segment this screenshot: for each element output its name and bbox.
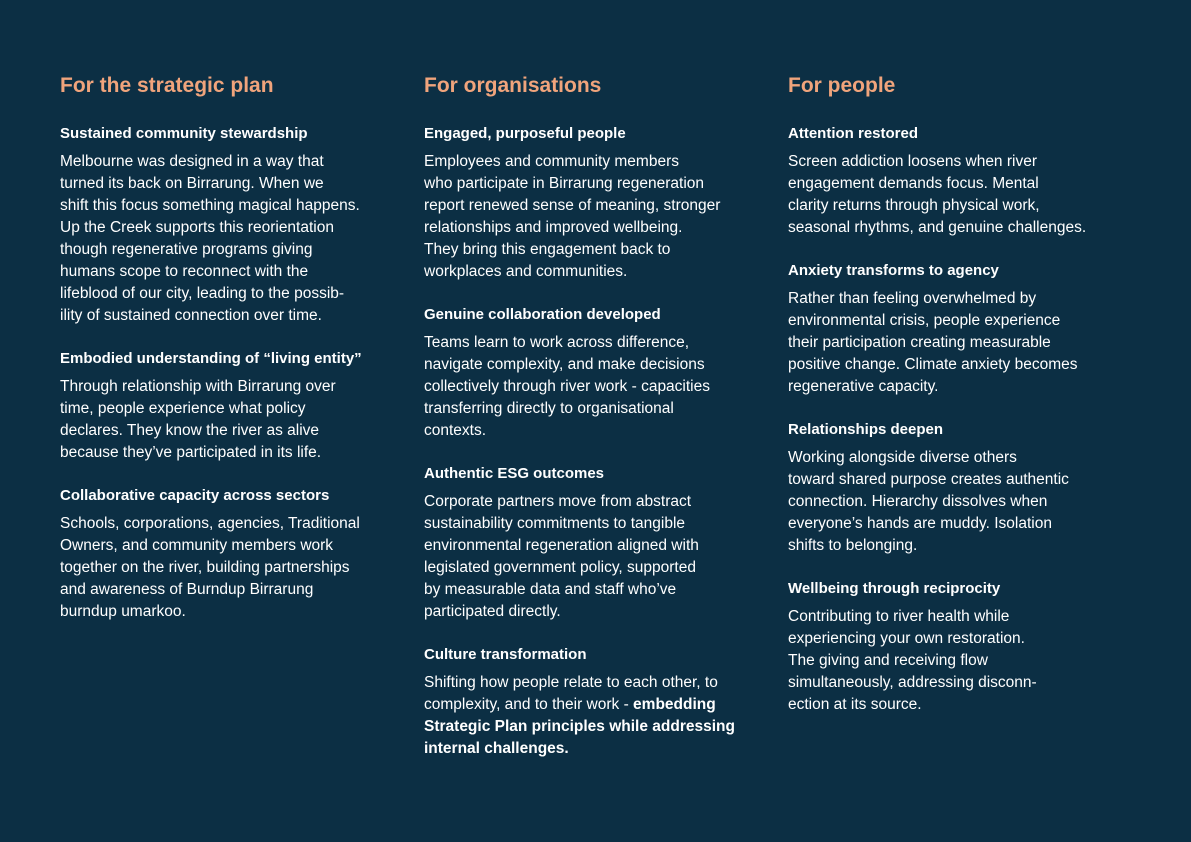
section-attention-restored <box>788 124 1128 239</box>
body-line: shift this focus something magical happens. <box>60 197 360 214</box>
body-line: connection. Hierarchy dissolves when <box>788 493 1048 510</box>
section-body <box>424 672 764 760</box>
body-line: Corporate partners move from abstract <box>424 493 692 510</box>
body-line: declares. They know the river as alive <box>60 422 320 439</box>
body-line: Schools, corporations, agencies, Traditional <box>60 515 360 532</box>
column-title: For organisations <box>424 74 602 97</box>
section-body <box>60 151 400 327</box>
body-line: environmental crisis, people experience <box>788 312 1061 329</box>
section-living-entity <box>60 349 400 464</box>
body-line: report renewed sense of meaning, stronger <box>424 197 721 214</box>
body-line: Owners, and community members work <box>60 537 334 554</box>
section-engaged-people <box>424 124 764 283</box>
column-title: For people <box>788 74 896 97</box>
section-body <box>788 151 1128 239</box>
section-heading: Genuine collaboration developed <box>424 306 661 323</box>
section-heading: Embodied understanding of “living entity” <box>60 350 362 367</box>
body-line: Melbourne was designed in a way that <box>60 153 324 170</box>
body-line: engagement demands focus. Mental <box>788 175 1039 192</box>
section-heading: Engaged, purposeful people <box>424 125 626 142</box>
section-body <box>788 447 1128 557</box>
section-heading: Sustained community stewardship <box>60 125 308 142</box>
section-relationships-deepen <box>788 420 1128 557</box>
section-heading: Wellbeing through reciprocity <box>788 580 1001 597</box>
body-line: their participation creating measurable <box>788 334 1051 351</box>
body-line: humans scope to reconnect with the <box>60 263 309 280</box>
body-line: relationships and improved wellbeing. <box>424 219 683 236</box>
section-body <box>60 513 400 623</box>
section-anxiety-agency <box>788 261 1128 398</box>
column-title: For the strategic plan <box>60 74 274 97</box>
body-line-bold: internal challenges. <box>424 740 569 757</box>
body-line: who participate in Birrarung regeneration <box>424 175 705 192</box>
body-line: seasonal rhythms, and genuine challenges. <box>788 219 1087 236</box>
body-line: ection at its source. <box>788 696 922 713</box>
section-wellbeing-reciprocity <box>788 579 1128 716</box>
body-line: time, people experience what policy <box>60 400 306 417</box>
section-body <box>424 332 764 442</box>
body-line: Working alongside diverse others <box>788 449 1017 466</box>
body-line: lifeblood of our city, leading to the possib- <box>60 285 345 302</box>
section-collaborative-capacity <box>60 486 400 623</box>
body-line: burndup umarkoo. <box>60 603 186 620</box>
section-body <box>60 376 400 464</box>
body-line <box>424 694 764 716</box>
body-line: everyone’s hands are muddy. Isolation <box>788 515 1052 532</box>
body-line: The giving and receiving flow <box>788 652 988 669</box>
body-line: Teams learn to work across difference, <box>424 334 690 351</box>
body-line: Up the Creek supports this reorientation <box>60 219 334 236</box>
body-line: by measurable data and staff who’ve <box>424 581 677 598</box>
section-esg-outcomes <box>424 464 764 623</box>
body-text: complexity, and to their work - <box>424 696 634 713</box>
body-line: environmental regeneration aligned with <box>424 537 699 554</box>
body-line: Employees and community members <box>424 153 679 170</box>
body-line: participated directly. <box>424 603 561 620</box>
column-strategic-plan <box>60 72 400 645</box>
body-line: and awareness of Burndup Birrarung <box>60 581 314 598</box>
body-line: toward shared purpose creates authentic <box>788 471 1069 488</box>
body-line: because they’ve participated in its life. <box>60 444 322 461</box>
section-heading: Attention restored <box>788 125 919 142</box>
body-line: regenerative capacity. <box>788 378 939 395</box>
body-line-bold: Strategic Plan principles while addressing <box>424 718 735 735</box>
section-genuine-collaboration <box>424 305 764 442</box>
section-body <box>788 288 1128 398</box>
body-line: Screen addiction loosens when river <box>788 153 1037 170</box>
body-line: turned its back on Birrarung. When we <box>60 175 324 192</box>
body-line: positive change. Climate anxiety becomes <box>788 356 1078 373</box>
section-heading: Collaborative capacity across sectors <box>60 487 330 504</box>
body-line: contexts. <box>424 422 487 439</box>
body-line: experiencing your own restoration. <box>788 630 1025 647</box>
body-text-bold: embedding <box>633 696 716 713</box>
body-line: together on the river, building partnerships <box>60 559 350 576</box>
body-line: workplaces and communities. <box>424 263 628 280</box>
body-line: legislated government policy, supported <box>424 559 696 576</box>
section-heading: Authentic ESG outcomes <box>424 465 605 482</box>
body-line: transferring directly to organisational <box>424 400 674 417</box>
section-heading: Anxiety transforms to agency <box>788 262 999 279</box>
section-culture-transformation <box>424 645 764 760</box>
column-people <box>788 72 1128 738</box>
body-line: They bring this engagement back to <box>424 241 671 258</box>
section-body <box>424 491 764 623</box>
body-line: ility of sustained connection over time. <box>60 307 322 324</box>
body-line: Rather than feeling overwhelmed by <box>788 290 1037 307</box>
body-line: though regenerative programs giving <box>60 241 313 258</box>
section-heading: Relationships deepen <box>788 421 944 438</box>
body-line: simultaneously, addressing disconn- <box>788 674 1037 691</box>
body-line: navigate complexity, and make decisions <box>424 356 705 373</box>
body-line: Shifting how people relate to each other, to <box>424 674 718 691</box>
body-line: Contributing to river health while <box>788 608 1010 625</box>
section-body <box>424 151 764 283</box>
section-sustained-stewardship <box>60 124 400 327</box>
body-line: sustainability commitments to tangible <box>424 515 686 532</box>
section-body <box>788 606 1128 716</box>
section-heading: Culture transformation <box>424 646 587 663</box>
body-line: collectively through river work - capacities <box>424 378 710 395</box>
body-line: Through relationship with Birrarung over <box>60 378 336 395</box>
body-line: clarity returns through physical work, <box>788 197 1040 214</box>
column-organisations <box>424 72 764 782</box>
body-line: shifts to belonging. <box>788 537 918 554</box>
